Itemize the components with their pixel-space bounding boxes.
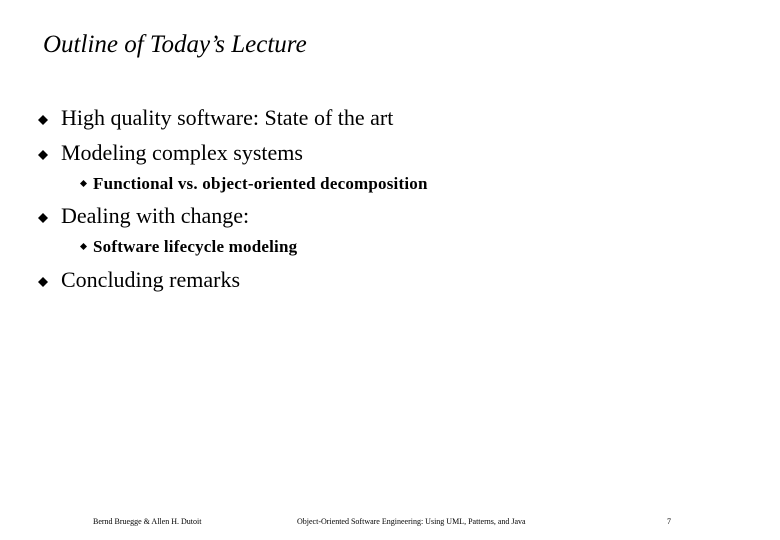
bullet-item [38,104,393,132]
sub-bullet-text: Functional vs. object-oriented decomposition [93,174,428,193]
bullet-item [38,266,240,294]
sub-bullet-item [80,236,297,258]
footer-page-number: 7 [667,517,671,526]
slide-title: Outline of Today’s Lecture [43,31,307,58]
diamond-bullet-icon [38,277,48,287]
bullet-text: Concluding remarks [61,267,241,292]
sub-bullet-text: Software lifecycle modeling [93,237,298,256]
bullet-item [38,202,249,230]
bullet-text: Modeling complex systems [61,140,303,165]
diamond-bullet-icon [38,150,48,160]
sub-bullet-item [80,173,428,195]
bullet-item [38,139,303,167]
footer-book-title: Object-Oriented Software Engineering: Using UML, Patterns, and Java [297,517,526,526]
small-diamond-bullet-icon [80,180,87,187]
bullet-text: High quality software: State of the art [61,105,394,130]
small-diamond-bullet-icon [80,243,87,250]
diamond-bullet-icon [38,115,48,125]
diamond-bullet-icon [38,213,48,223]
bullet-text: Dealing with change: [61,203,250,228]
footer-authors: Bernd Bruegge & Allen H. Dutoit [93,517,202,526]
